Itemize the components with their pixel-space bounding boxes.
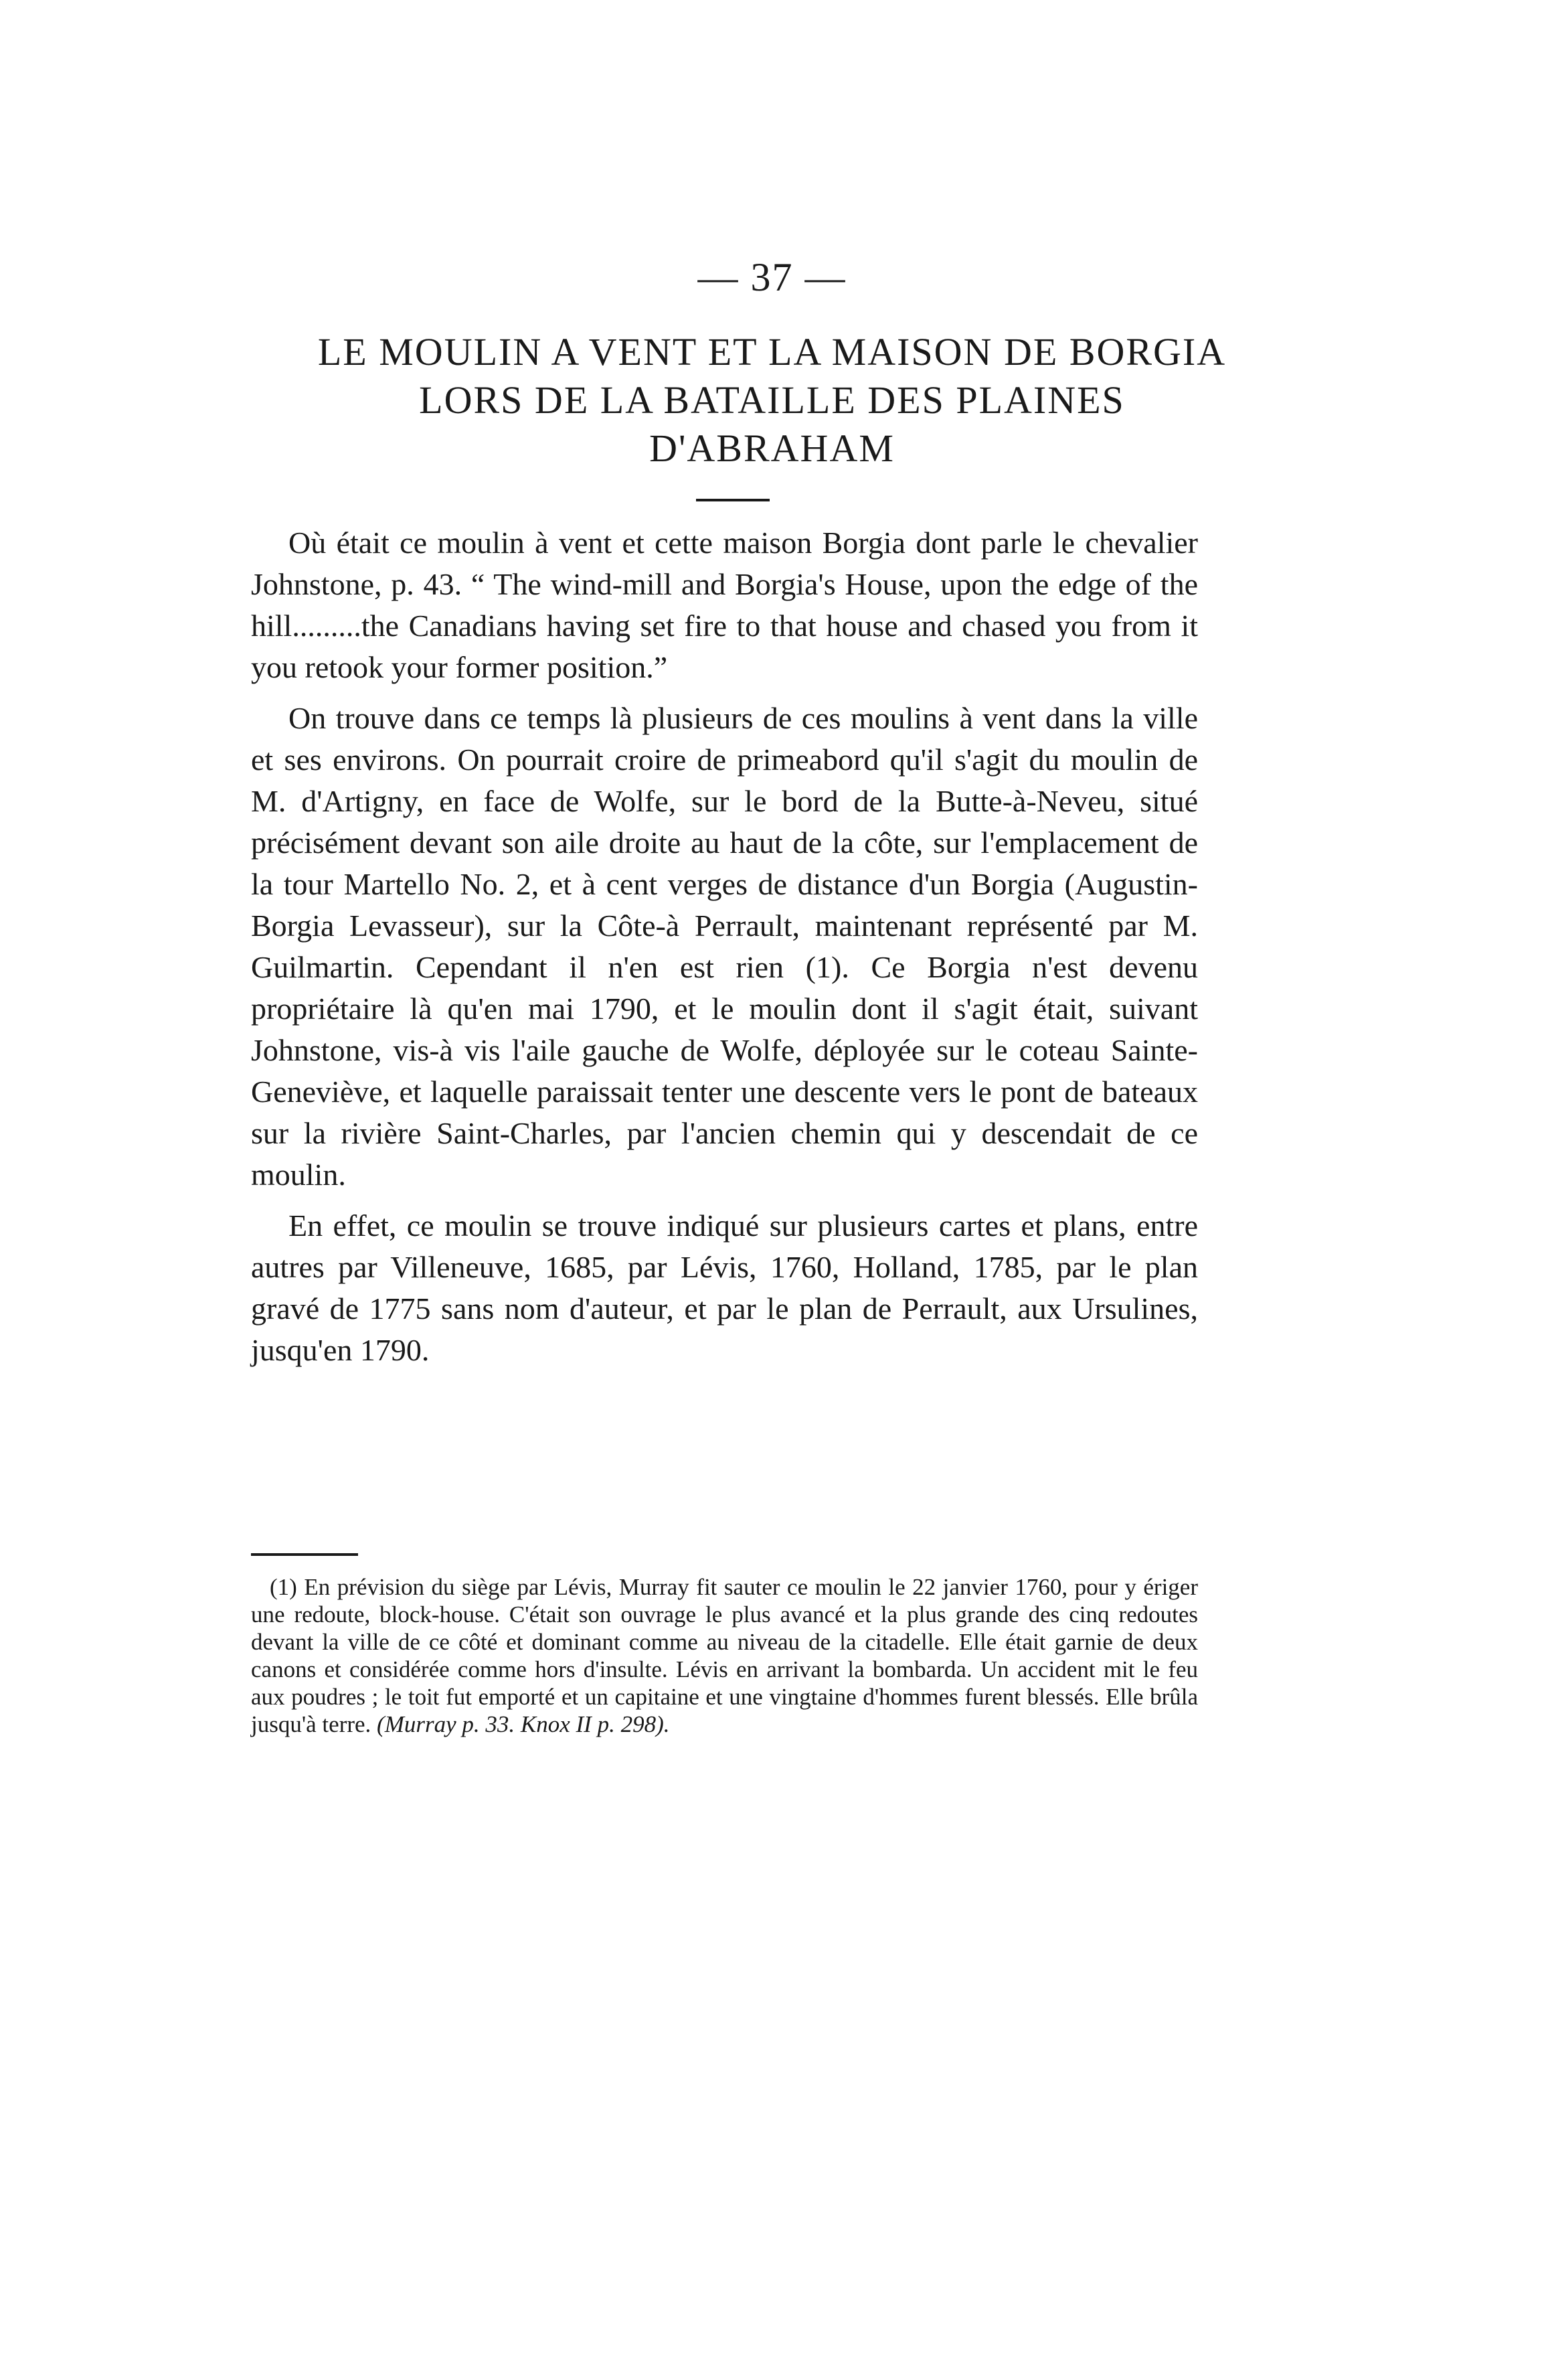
title-line: D'ABRAHAM [649, 426, 895, 470]
paragraph: Où était ce moulin à vent et cette maison Borgia dont parle le chevalier Johnstone, p. 43. “ The wind-mill and Borgia's House, upon the edge of the hill.........the Canadians having set fire to that house and chased you from it you retook your former position.” [251, 526, 1198, 684]
page-title [201, 328, 1343, 473]
footnote-reference-text: (Murray p. 33. Knox II p. 298). [377, 1711, 670, 1737]
footnote-text [251, 1573, 1198, 1738]
body-text [251, 522, 1198, 1380]
footnote-body: (1) En prévision du siège par Lévis, Murray fit sauter ce moulin le 22 janvier 1760, pour y ériger une redoute, block-house. C'était son ouvrage le plus avancé et la plus grande des cinq redoutes devant la ville de ce côté et dominant comme au niveau de la citadelle. Elle était garnie de deux canons et considérée comme hors d'insulte. Lévis en arrivant la bombarda. Un accident mit le feu aux poudres ; le toit fut emporté et un capitaine et une vingtaine d'hommes furent blessés. Elle brûla jusqu'à terre. [251, 1574, 1198, 1737]
footnote-divider [251, 1553, 358, 1556]
title-line: LORS DE LA BATAILLE DES PLAINES [419, 378, 1125, 422]
paragraph: En effet, ce moulin se trouve indiqué sur plusieurs cartes et plans, entre autres par Villeneuve, 1685, par Lévis, 1760, Holland, 1785, par le plan gravé de 1775 sans nom d'auteur, et par le plan de Perrault, aux Ursulines, jusqu'en 1790. [251, 1208, 1198, 1367]
footnote-reference [377, 1711, 669, 1737]
title-divider [696, 499, 770, 501]
title-line: LE MOULIN A VENT ET LA MAISON DE BORGIA [317, 330, 1227, 374]
paragraph: On trouve dans ce temps là plusieurs de ces moulins à vent dans la ville et ses environs. On pourrait croire de primeabord qu'il s'agit du moulin de M. d'Artigny, en face de Wolfe, sur le bord de la Butte-à-Neveu, situé précisément devant son aile droite au haut de la côte, sur l'emplacement de la tour Martello No. 2, et à cent verges de distance d'un Borgia (Augustin-Borgia Levasseur), sur la Côte-à Perrault, maintenant représenté par M. Guilmartin. Cependant il n'en est rien (1). Ce Borgia n'est devenu propriétaire là qu'en mai 1790, et le moulin dont il s'agit était, suivant Johnstone, vis-à vis l'aile gauche de Wolfe, déployée sur le coteau Sainte-Geneviève, et laquelle paraissait tenter une descente vers le pont de bateaux sur la rivière Saint-Charles, par l'ancien chemin qui y descendait de ce moulin. [251, 701, 1198, 1192]
page-number: — 37 — [697, 255, 847, 299]
footnote [251, 1573, 1198, 1738]
